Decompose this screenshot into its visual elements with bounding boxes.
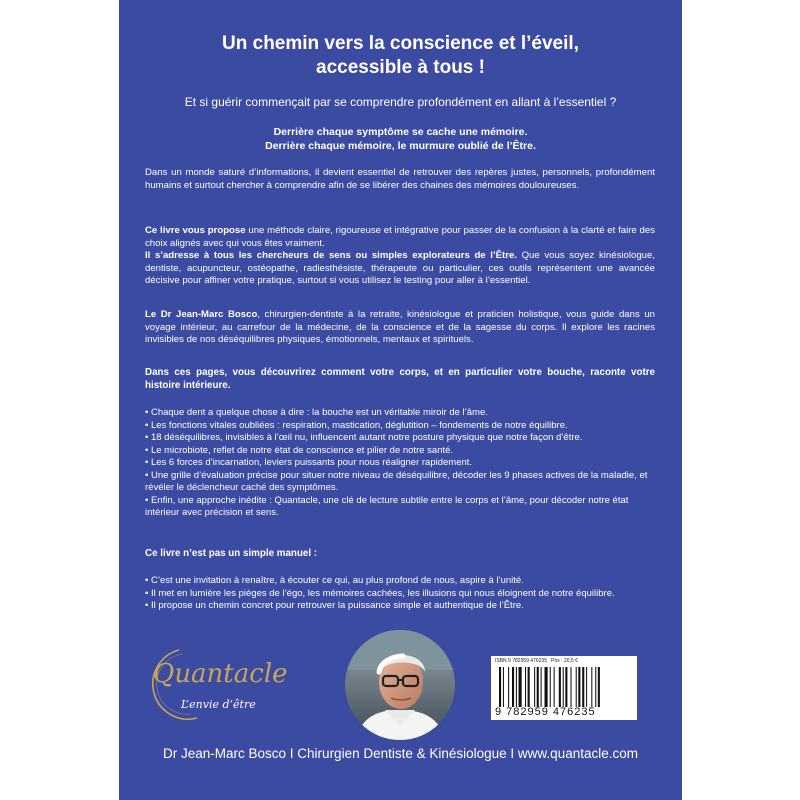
topic-text: Le microbiote, reflet de notre état de conscience et pilier de notre santé. — [150, 444, 454, 456]
topic-item — [145, 407, 655, 420]
barcode-bar — [499, 667, 501, 707]
topic-item — [145, 432, 655, 445]
topic-text: 18 déséquilibres, invisibles à l’œil nu, influencent autant notre posture physique que notre façon d’être. — [150, 432, 583, 443]
barcode-icon — [491, 656, 637, 720]
question-text: Et si guérir commençait par se comprendre profondément en allant à l’essentiel ? — [184, 95, 617, 109]
audience-text: Que vous soyez kinésiologue, dentiste, acupuncteur, ostéopathe, radiesthésiste, thérapeute ou particulier, ces outils représentent une avancée décisive pour affiner votre pratique, surtout si vous utilisez le testing pour aller à l’essentiel. — [145, 250, 655, 286]
book-back-cover — [119, 0, 682, 800]
barcode-bar — [554, 667, 555, 707]
barcode-bar — [559, 667, 561, 707]
topic-text: Les fonctions vitales oubliées : respiration, mastication, déglutition – fondements de notre équilibre. — [150, 419, 568, 431]
invitation-text: Il propose un chemin concret pour retrouver la puissance simple et authentique de l’Être. — [150, 600, 524, 611]
quantacle-logo-icon — [139, 644, 289, 724]
memory-line-1: Derrière chaque symptôme se cache une mémoire. — [273, 126, 528, 138]
proposal-text: une méthode claire, rigoureuse et intégrative pour passer de la confusion à la clarté et faire des choix alignés avec qui vous êtes vraiment. — [145, 225, 655, 249]
topic-text: Chaque dent a quelque chose à dire : la bouche est un véritable miroir de l’âme. — [150, 407, 488, 418]
invitation-item — [145, 600, 655, 613]
barcode-bar — [534, 667, 535, 707]
price-label: Prix : 20,5 € — [551, 658, 578, 664]
barcode-bar — [586, 667, 587, 707]
logo-svg — [139, 644, 289, 724]
barcode-bar — [582, 667, 584, 707]
barcode-bar — [571, 667, 572, 707]
barcode-bar — [525, 667, 526, 707]
author-portrait — [345, 630, 455, 740]
bullet-glyph: • — [145, 419, 149, 431]
barcode-bar — [576, 667, 577, 707]
barcode-bar — [519, 667, 522, 707]
barcode-bar — [528, 667, 530, 707]
topic-item — [145, 470, 655, 495]
barcode-bar — [541, 667, 542, 707]
isbn-row — [495, 658, 635, 664]
author-paragraph — [145, 309, 655, 347]
bullet-glyph: • — [145, 575, 149, 586]
topic-item — [145, 445, 655, 458]
topic-item — [145, 420, 655, 433]
invitation-item — [145, 575, 655, 588]
barcode-bar — [595, 667, 596, 707]
barcode-bar — [578, 667, 580, 707]
barcode-bars — [499, 667, 629, 707]
barcode-bar — [565, 667, 567, 707]
barcode-bar — [508, 667, 509, 707]
memory-statement — [119, 125, 682, 153]
footer-credits: Dr Jean-Marc Bosco I Chirurgien Dentiste & Kinésiologue I www.quantacle.com — [163, 746, 638, 761]
cover-title — [119, 32, 682, 80]
barcode-bar — [545, 667, 548, 707]
barcode-bar — [550, 667, 551, 707]
invitation-text: C’est une invitation à renaître, à écouter ce qui, au plus profond de nous, aspire à l’unité. — [150, 575, 524, 586]
barcode-bar — [503, 667, 504, 707]
bullet-glyph: • — [145, 444, 149, 456]
author-name: Le Dr Jean-Marc Bosco — [145, 309, 258, 320]
invitation-item — [145, 588, 655, 601]
logo-name: Quantacle — [153, 659, 288, 689]
barcode-bar — [591, 667, 592, 707]
title-line-2: accessible à tous ! — [316, 57, 485, 78]
topic-text: Les 6 forces d’incarnation, leviers puissants pour nous réaligner rapidement. — [150, 457, 473, 468]
barcode-digits: 9 782959 476235 — [495, 706, 596, 718]
topic-text: Une grille d’évaluation précise pour situer notre niveau de déséquilibre, décoder les 9 phases actives de la maladie, et révéler le déclencheur caché des symptômes. — [145, 469, 648, 493]
bullet-glyph: • — [145, 407, 149, 418]
audience-lead: Il s’adresse à tous les chercheurs de sens ou simples explorateurs de l’Être. — [145, 250, 517, 261]
invitation-text: Il met en lumière les pièges de l’égo, les mémoires cachées, les illusions qui nous éloignent de notre équilibre. — [150, 587, 615, 599]
bullet-glyph: • — [145, 494, 149, 506]
barcode-bar — [512, 667, 514, 707]
bullet-glyph: • — [145, 469, 149, 481]
topic-item — [145, 495, 655, 520]
manual-heading: Ce livre n’est pas un simple manuel : — [145, 548, 318, 559]
discover-paragraph: Dans ces pages, vous découvrirez comment votre corps, et en particulier votre bouche, raconte votre histoire intérieure. — [145, 367, 655, 391]
memory-line-2: Derrière chaque mémoire, le murmure oublié de l’Être. — [265, 140, 536, 152]
bullet-glyph: • — [145, 587, 149, 599]
isbn-label: ISBN 9 782959 476235 — [495, 658, 547, 664]
barcode-bar — [598, 667, 600, 707]
topic-item — [145, 457, 655, 470]
bullet-glyph: • — [145, 457, 149, 468]
bullet-glyph: • — [145, 600, 149, 611]
proposal-paragraph — [145, 225, 655, 288]
topics-list — [145, 407, 655, 520]
logo-tagline: L’envie d’être — [181, 698, 256, 711]
author-bio: , chirurgien-dentiste à la retraite, kinésiologue et praticien holistique, vous guide dans un voyage intérieur, au carrefour de la médecine, de la conscience et de la sagesse du corps. Il explore les racines invisibles de nos déséquilibres physiques, émotionnels, mentaux et spirituels. — [145, 309, 655, 345]
portrait-svg — [345, 630, 455, 740]
proposal-lead: Ce livre vous propose — [145, 225, 246, 236]
topic-text: Enfin, une approche inédite : Quantacle, une clé de lecture subtile entre le corps et l’âme, pour décoder notre état intérieur avec précision et sens. — [145, 494, 629, 518]
invitation-list — [145, 575, 655, 613]
barcode-bar — [563, 667, 564, 707]
bullet-glyph: • — [145, 432, 149, 443]
title-line-1: Un chemin vers la conscience et l’éveil, — [222, 33, 579, 54]
barcode-bar — [516, 667, 517, 707]
intro-paragraph: Dans un monde saturé d’informations, il devient essentiel de retrouver des repères justes, personnels, profondément humains et surtout chercher à comprendre afin de se libérer des chaines des mémoires douloureuses. — [145, 167, 655, 191]
barcode-bar — [537, 667, 539, 707]
